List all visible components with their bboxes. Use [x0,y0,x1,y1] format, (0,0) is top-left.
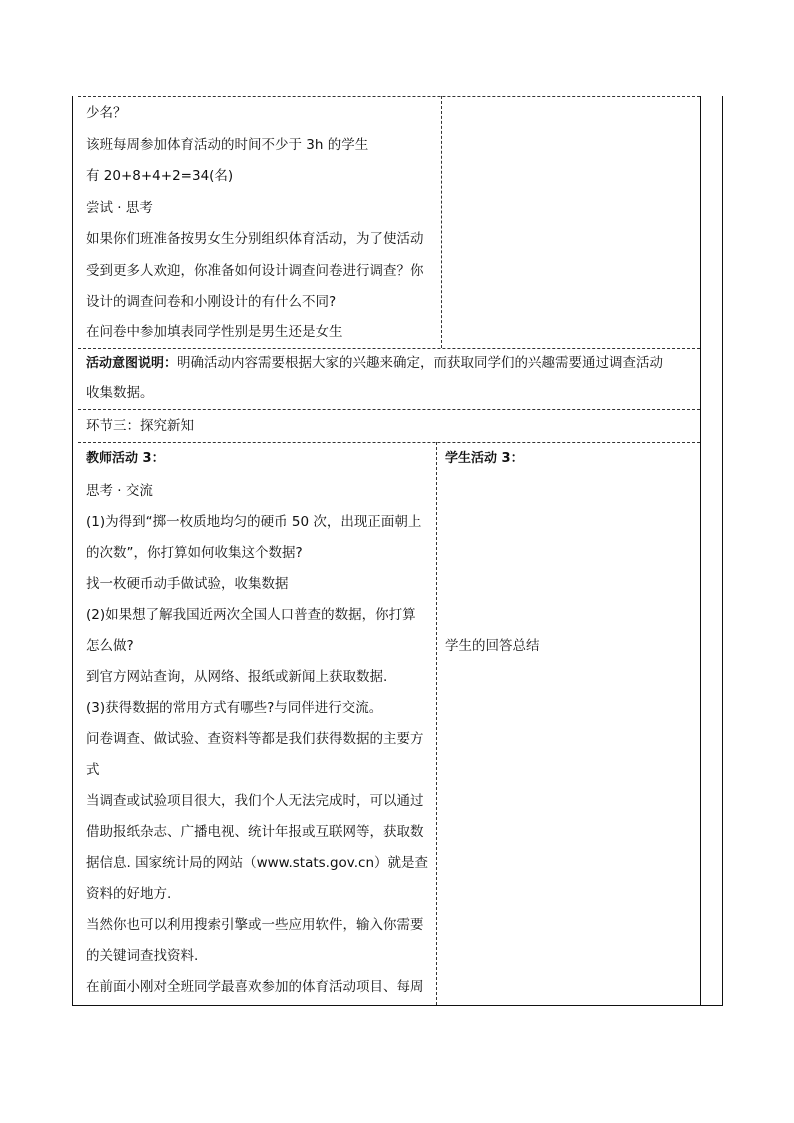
text-line: 少名？ [86,105,127,121]
row-divider-2 [78,409,700,410]
row-divider-1 [78,348,700,349]
text-line: 怎么做? [86,638,134,654]
text-line: (1)为得到“掷一枚质地均匀的硬币 50 次，出现正面朝上 [86,514,422,530]
text-line: 设计的调查问卷和小刚设计的有什么不同? [86,294,337,310]
text-line: 受到更多人欢迎，你准备如何设计调查问卷进行调查？你 [86,263,424,279]
student-summary: 学生的回答总结 [445,638,540,654]
column-divider-upper [441,96,442,348]
table-border-bottom [72,1005,723,1006]
text-line: 到官方网站查询，从网络、报纸或新闻上获取数据. [86,669,388,685]
section-title: 环节三：探究新知 [86,418,194,434]
table-border-right [722,96,723,1006]
text-line: (2)如果想了解我国近两次全国人口普查的数据，你打算 [86,607,416,623]
intent-label: 活动意图说明： [86,356,178,371]
table-border-left [72,96,73,1006]
text-line: 问卷调查、做试验、查资料等都是我们获得数据的主要方 [86,731,424,747]
text-line: 尝试 · 思考 [86,200,153,216]
text-line: (3)获得数据的常用方式有哪些?与同伴进行交流。 [86,700,383,716]
teacher-heading: 教师活动 3： [86,451,165,466]
text-line: 该班每周参加体育活动的时间不少于 3h 的学生 [86,137,369,153]
intent-line-2: 收集数据。 [86,385,154,401]
text-line: 据信息. 国家统计局的网站（www.stats.gov.cn）就是查 [86,855,429,871]
row-divider-top [78,96,700,97]
text-line: 式 [86,762,100,778]
table-border-inner-right [700,96,701,1006]
text-line: 找一枚硬币动手做试验，收集数据 [86,576,289,592]
text-line: 在前面小刚对全班同学最喜欢参加的体育活动项目、每周 [86,979,424,995]
text-line: 当调查或试验项目很大，我们个人无法完成时，可以通过 [86,793,424,809]
text-line: 借助报纸杂志、广播电视、统计年报或互联网等，获取数 [86,824,424,840]
intent-line-1 [86,353,663,374]
text-line: 在问卷中参加填表同学性别是男生还是女生 [86,324,343,340]
text-line: 如果你们班准备按男女生分别组织体育活动，为了使活动 [86,231,424,247]
text-line: 当然你也可以利用搜索引擎或一些应用软件，输入你需要 [86,917,424,933]
row-divider-3 [78,442,700,443]
column-divider-lower [436,442,437,1005]
intent-text: 明确活动内容需要根据大家的兴趣来确定，而获取同学们的兴趣需要通过调查活动 [177,355,664,371]
text-line: 的关键词查找资料. [86,948,199,964]
text-line: 资料的好地方. [86,886,172,902]
text-line: 有 20+8+4+2=34(名) [86,168,234,184]
student-heading: 学生活动 3： [445,451,524,466]
text-line: 思考 · 交流 [86,483,153,499]
text-line: 的次数”，你打算如何收集这个数据? [86,545,303,561]
